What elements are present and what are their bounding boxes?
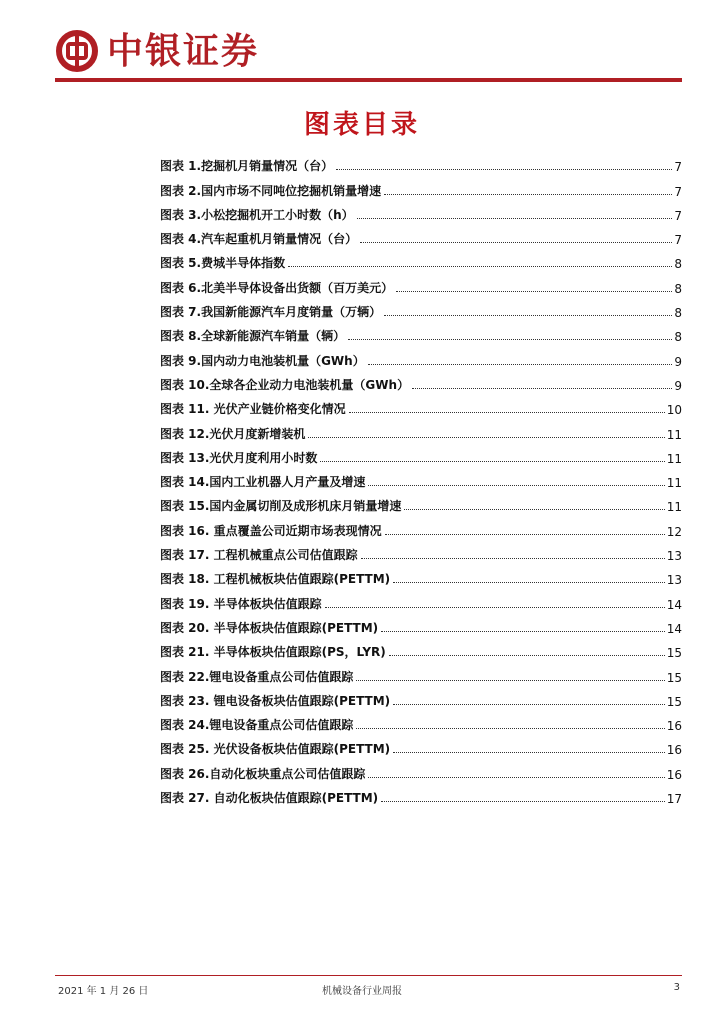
header <box>55 28 259 74</box>
toc-item-page: 8 <box>674 257 682 272</box>
toc-leader-dots <box>336 168 672 170</box>
toc-item-label: 图表 2.国内市场不同吨位挖掘机销量增速 <box>160 183 382 198</box>
toc-leader-dots <box>396 290 672 292</box>
toc-item-label: 图表 7.我国新能源汽车月度销量（万辆） <box>160 305 382 320</box>
toc-item-page: 16 <box>666 767 682 782</box>
toc-item-label: 图表 22.锂电设备重点公司估值跟踪 <box>160 669 354 684</box>
toc-item-label: 图表 11. 光伏产业链价格变化情况 <box>160 402 346 417</box>
toc-item-label: 图表 25. 光伏设备板块估值跟踪(PETTM) <box>160 742 391 757</box>
toc-item-page: 15 <box>666 670 682 685</box>
header-divider <box>55 78 682 82</box>
toc-item-page: 9 <box>674 378 682 393</box>
toc-item[interactable] <box>160 685 682 709</box>
toc-item-page: 10 <box>666 403 682 418</box>
toc-leader-dots <box>356 727 664 729</box>
toc-item[interactable] <box>160 199 682 223</box>
toc-item-label: 图表 3.小松挖掘机开工小时数（h） <box>160 207 354 222</box>
toc-item-page: 11 <box>666 476 682 491</box>
toc-item[interactable] <box>160 539 682 563</box>
bank-of-china-logo-icon <box>55 29 99 73</box>
toc-item[interactable] <box>160 563 682 587</box>
toc-item-page: 7 <box>674 160 682 175</box>
toc-item-label: 图表 4.汽车起重机月销量情况（台） <box>160 232 358 247</box>
toc-leader-dots <box>404 508 664 510</box>
toc-item[interactable] <box>160 636 682 660</box>
toc-item-label: 图表 15.国内金属切削及成形机床月销量增速 <box>160 499 402 514</box>
toc-item-label: 图表 13.光伏月度利用小时数 <box>160 450 318 465</box>
toc-item-page: 14 <box>666 621 682 636</box>
toc-item[interactable] <box>160 320 682 344</box>
toc-item[interactable] <box>160 660 682 684</box>
toc-item-label: 图表 9.国内动力电池装机量（GWh） <box>160 353 365 368</box>
toc-item-page: 16 <box>666 743 682 758</box>
toc-leader-dots <box>320 460 664 462</box>
toc-item[interactable] <box>160 466 682 490</box>
toc-leader-dots <box>361 557 665 559</box>
toc-leader-dots <box>381 800 665 802</box>
toc-leader-dots <box>288 265 672 267</box>
toc-leader-dots <box>384 314 672 316</box>
toc-item-label: 图表 27. 自动化板块估值跟踪(PETTM) <box>160 791 379 806</box>
toc-leader-dots <box>368 776 664 778</box>
toc-item-page: 7 <box>674 233 682 248</box>
toc-item[interactable] <box>160 271 682 295</box>
toc-item-label: 图表 20. 半导体板块估值跟踪(PETTM) <box>160 620 379 635</box>
toc-item-label: 图表 17. 工程机械重点公司估值跟踪 <box>160 548 358 563</box>
toc-item-label: 图表 5.费城半导体指数 <box>160 256 286 271</box>
toc-item[interactable] <box>160 587 682 611</box>
toc-item-page: 12 <box>666 524 682 539</box>
toc-leader-dots <box>348 338 672 340</box>
toc-leader-dots <box>389 654 665 656</box>
toc-item[interactable] <box>160 417 682 441</box>
toc-leader-dots <box>384 193 672 195</box>
toc-item[interactable] <box>160 514 682 538</box>
toc-item-label: 图表 14.国内工业机器人月产量及增速 <box>160 475 366 490</box>
footer-page-number: 3 <box>673 982 680 993</box>
page-title: 图表目录 <box>303 110 420 140</box>
toc-item[interactable] <box>160 247 682 271</box>
toc-item-page: 8 <box>674 306 682 321</box>
toc-item[interactable] <box>160 393 682 417</box>
toc-item-page: 8 <box>674 281 682 296</box>
toc-item-page: 11 <box>666 427 682 442</box>
toc-item[interactable] <box>160 490 682 514</box>
toc-item-page: 17 <box>666 792 682 807</box>
toc-item-label: 图表 19. 半导体板块估值跟踪 <box>160 596 322 611</box>
toc-item-page: 11 <box>666 451 682 466</box>
footer-divider <box>55 975 682 976</box>
toc-item-label: 图表 6.北美半导体设备出货额（百万美元） <box>160 280 394 295</box>
toc-item-label: 图表 12.光伏月度新增装机 <box>160 426 306 441</box>
toc-item-label: 图表 23. 锂电设备板块估值跟踪(PETTM) <box>160 693 391 708</box>
toc-item[interactable] <box>160 442 682 466</box>
toc-item-page: 7 <box>674 184 682 199</box>
toc-leader-dots <box>412 387 672 389</box>
toc-item[interactable] <box>160 709 682 733</box>
toc-item-label: 图表 1.挖掘机月销量情况（台） <box>160 159 334 174</box>
toc-item-page: 11 <box>666 500 682 515</box>
toc-item-label: 图表 16. 重点覆盖公司近期市场表现情况 <box>160 523 382 538</box>
toc-item-label: 图表 8.全球新能源汽车销量（辆） <box>160 329 346 344</box>
toc-leader-dots <box>368 484 664 486</box>
toc-item-page: 9 <box>674 354 682 369</box>
toc-item[interactable] <box>160 782 682 806</box>
toc-item-label: 图表 18. 工程机械板块估值跟踪(PETTM) <box>160 572 391 587</box>
brand-name: 中银证券 <box>107 30 260 72</box>
table-of-figures <box>160 150 682 806</box>
toc-leader-dots <box>356 679 664 681</box>
toc-leader-dots <box>393 703 665 705</box>
toc-item[interactable] <box>160 223 682 247</box>
toc-item[interactable] <box>160 733 682 757</box>
toc-item-label: 图表 24.锂电设备重点公司估值跟踪 <box>160 718 354 733</box>
toc-item-label: 图表 26.自动化板块重点公司估值跟踪 <box>160 766 366 781</box>
toc-item[interactable] <box>160 174 682 198</box>
toc-leader-dots <box>349 411 665 413</box>
toc-item-page: 7 <box>674 208 682 223</box>
toc-leader-dots <box>308 436 664 438</box>
toc-item-page: 14 <box>666 597 682 612</box>
toc-item[interactable] <box>160 344 682 368</box>
toc-item[interactable] <box>160 150 682 174</box>
toc-item-label: 图表 10.全球各企业动力电池装机量（GWh） <box>160 377 410 392</box>
toc-leader-dots <box>368 363 673 365</box>
toc-item-page: 13 <box>666 549 682 564</box>
toc-item[interactable] <box>160 296 682 320</box>
toc-item[interactable] <box>160 369 682 393</box>
toc-leader-dots <box>393 581 665 583</box>
toc-item-label: 图表 21. 半导体板块估值跟踪(PS，LYR) <box>160 645 386 660</box>
footer-date: 2021 年 1 月 26 日 <box>58 986 149 997</box>
toc-leader-dots <box>357 217 673 219</box>
toc-item-page: 8 <box>674 330 682 345</box>
toc-leader-dots <box>385 533 665 535</box>
toc-item-page: 15 <box>666 694 682 709</box>
toc-item[interactable] <box>160 757 682 781</box>
toc-item-page: 13 <box>666 573 682 588</box>
toc-leader-dots <box>360 241 672 243</box>
footer-report-name: 机械设备行业周报 <box>322 986 402 997</box>
toc-leader-dots <box>325 606 665 608</box>
toc-item[interactable] <box>160 612 682 636</box>
toc-item-page: 16 <box>666 719 682 734</box>
toc-item-page: 15 <box>666 646 682 661</box>
toc-leader-dots <box>393 751 665 753</box>
toc-leader-dots <box>381 630 665 632</box>
